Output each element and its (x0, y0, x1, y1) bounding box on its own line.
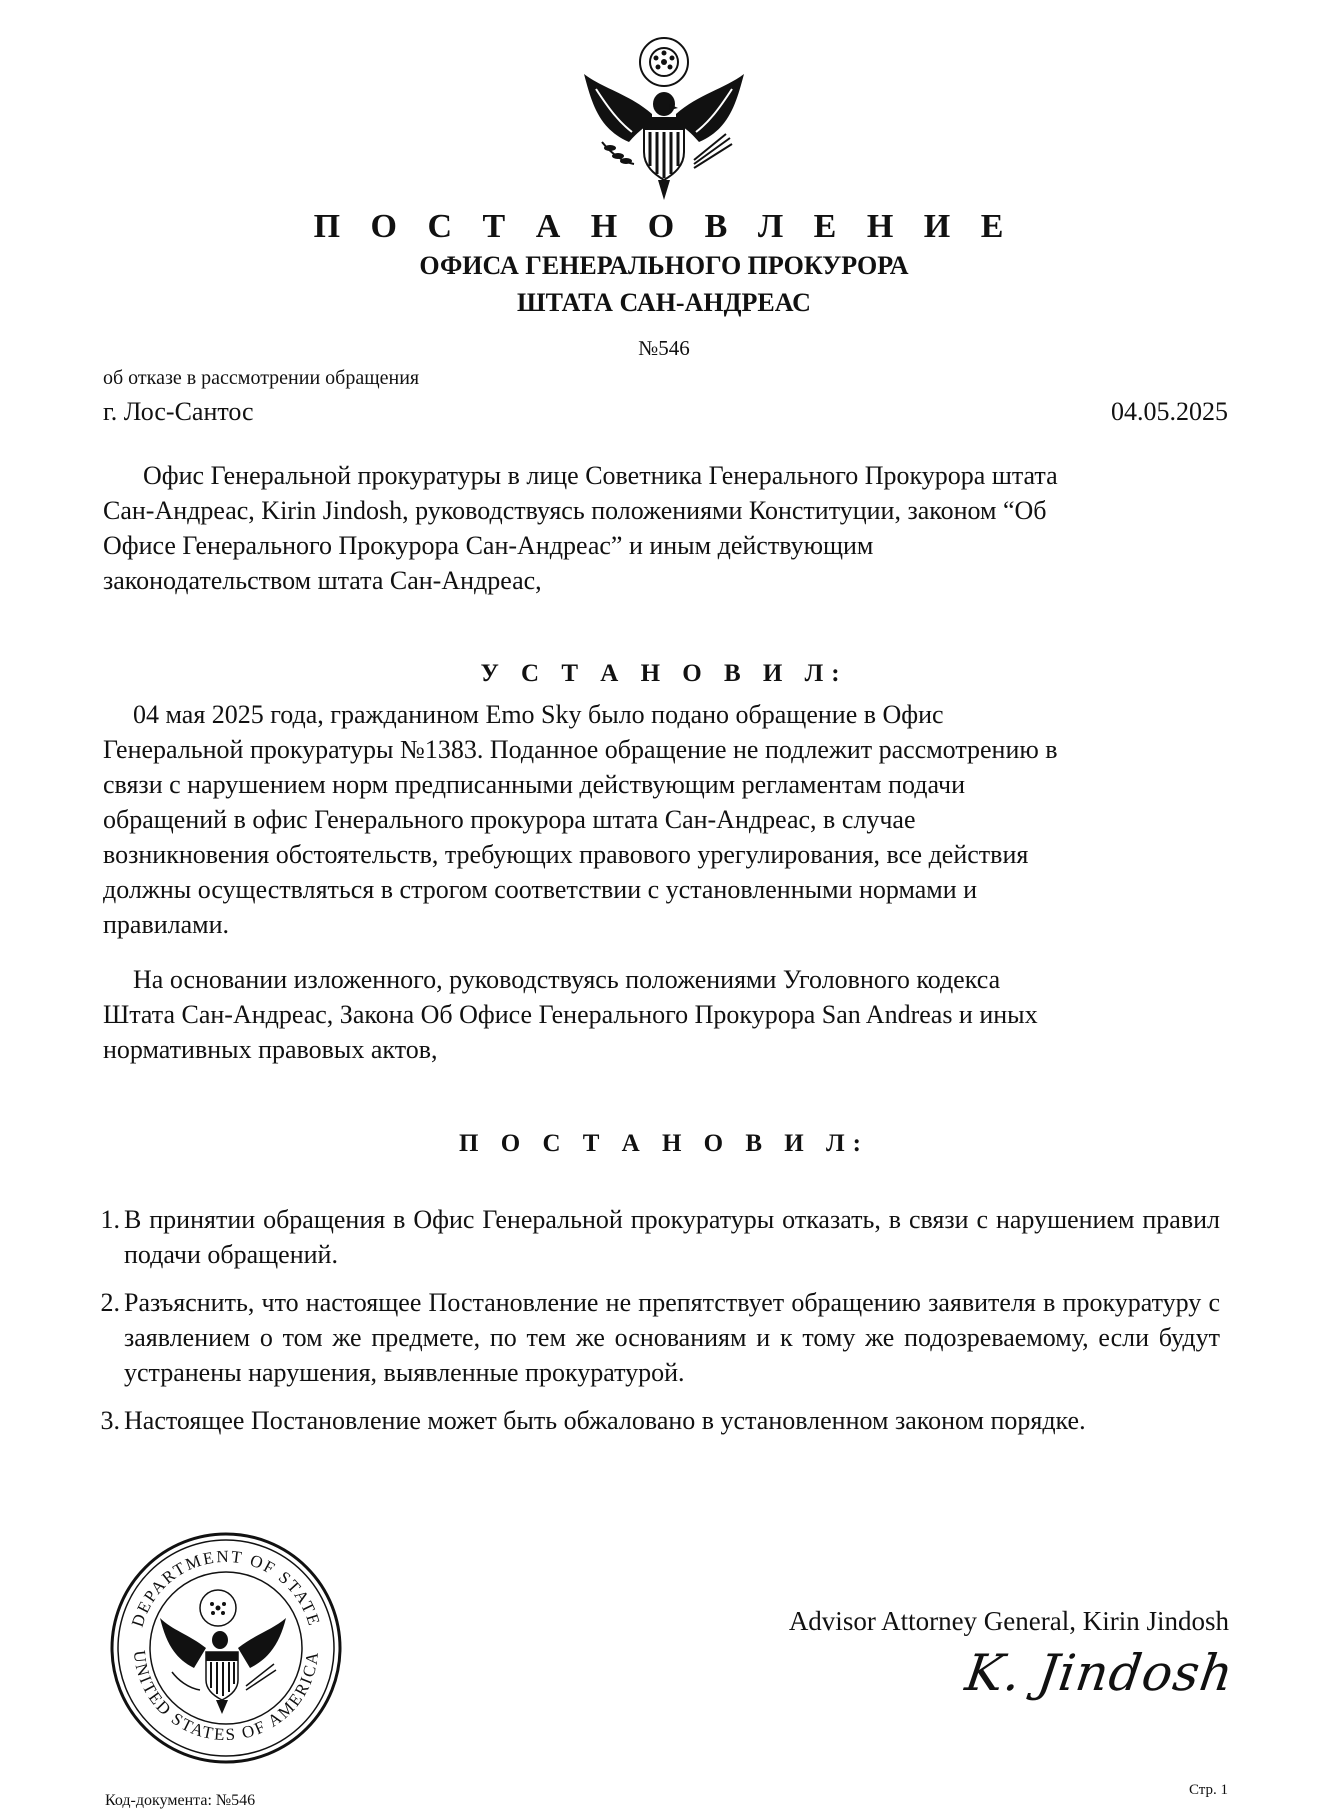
resolution-item-1 (90, 1202, 1220, 1272)
intro-line: законодательством штата Сан-Андреас, (103, 566, 542, 595)
established-paragraph-1 (103, 697, 1243, 942)
item-number: 2. (100, 1288, 120, 1317)
text-line: возникновения обстоятельств, требующих правового урегулирования, все действия (103, 840, 1029, 869)
resolved-heading: П О С Т А Н О В И Л: (459, 1130, 869, 1157)
handwritten-signature: K. Jindosh (961, 1644, 1238, 1702)
item-text: Разъяснить, что настоящее Постановление не препятствует обращению заявителя в прокуратуру с заявлением о том же предмете, по тем же основаниям и к тому же подозреваемому, если будут устранены нарушения, выявленные прокуратурой. (124, 1288, 1220, 1387)
seal-top-text: DEPARTMENT OF STATE (127, 1546, 325, 1630)
intro-paragraph (103, 458, 1243, 598)
text-line: связи с нарушением норм предписанными действующим регламентам подачи (103, 770, 965, 799)
intro-line: Сан-Андреас, Kirin Jindosh, руководствуясь положениями Конституции, законом “Об (103, 496, 1047, 525)
resolution-item-2 (90, 1285, 1220, 1390)
text-line: правилами. (103, 910, 230, 939)
document-date: 04.05.2025 (1111, 397, 1228, 426)
item-number: 1. (100, 1205, 120, 1234)
state-line: ШТАТА САН-АНДРЕАС (517, 288, 811, 317)
item-text: В принятии обращения в Офис Генеральной прокуратуры отказать, в связи с нарушением правил подачи обращений. (124, 1205, 1220, 1269)
page-number: Стр. 1 (1188, 1782, 1228, 1798)
text-line: Штата Сан-Андреас, Закона Об Офисе Генерального Прокурора San Andreas и иных (103, 1000, 1038, 1029)
resolution-item-3 (90, 1403, 1220, 1438)
city: г. Лос-Сантос (103, 397, 254, 426)
established-paragraph-2 (103, 962, 1243, 1067)
seal-icon (108, 1530, 344, 1766)
text-line: 04 мая 2025 года, гражданином Emo Sky было подано обращение в Офис (133, 700, 944, 729)
item-text: Настоящее Постановление может быть обжаловано в установленном законом порядке. (124, 1406, 1086, 1435)
item-number: 3. (100, 1406, 120, 1435)
eagle-emblem-top (574, 34, 754, 202)
established-heading: У С Т А Н О В И Л: (480, 660, 848, 687)
document-title: П О С Т А Н О В Л Е Н И Е (313, 208, 1015, 245)
signatory-role: Advisor Attorney General, Kirin Jindosh (788, 1606, 1229, 1636)
document-code: Код-документа: №546 (105, 1792, 256, 1809)
text-line: На основании изложенного, руководствуясь положениями Уголовного кодекса (133, 965, 1001, 994)
text-line: обращений в офис Генерального прокурора штата Сан-Андреас, в случае (103, 805, 916, 834)
department-of-state-seal (108, 1530, 344, 1766)
seal-bottom-text: UNITED STATES OF AMERICA (129, 1649, 323, 1745)
intro-line: Офис Генеральной прокуратуры в лице Советника Генерального Прокурора штата (143, 461, 1058, 490)
document-number: №546 (638, 336, 690, 360)
text-line: Генеральной прокуратуры №1383. Поданное обращение не подлежит рассмотрению в (103, 735, 1058, 764)
office-line: ОФИСА ГЕНЕРАЛЬНОГО ПРОКУРОРА (419, 251, 909, 280)
eagle-icon (574, 34, 754, 202)
intro-line: Офисе Генерального Прокурора Сан-Андреас” и иным действующим (103, 531, 874, 560)
text-line: нормативных правовых актов, (103, 1035, 438, 1064)
text-line: должны осуществляться в строгом соответствии с установленными нормами и (103, 875, 978, 904)
document-subject: об отказе в рассмотрении обращения (103, 367, 420, 389)
